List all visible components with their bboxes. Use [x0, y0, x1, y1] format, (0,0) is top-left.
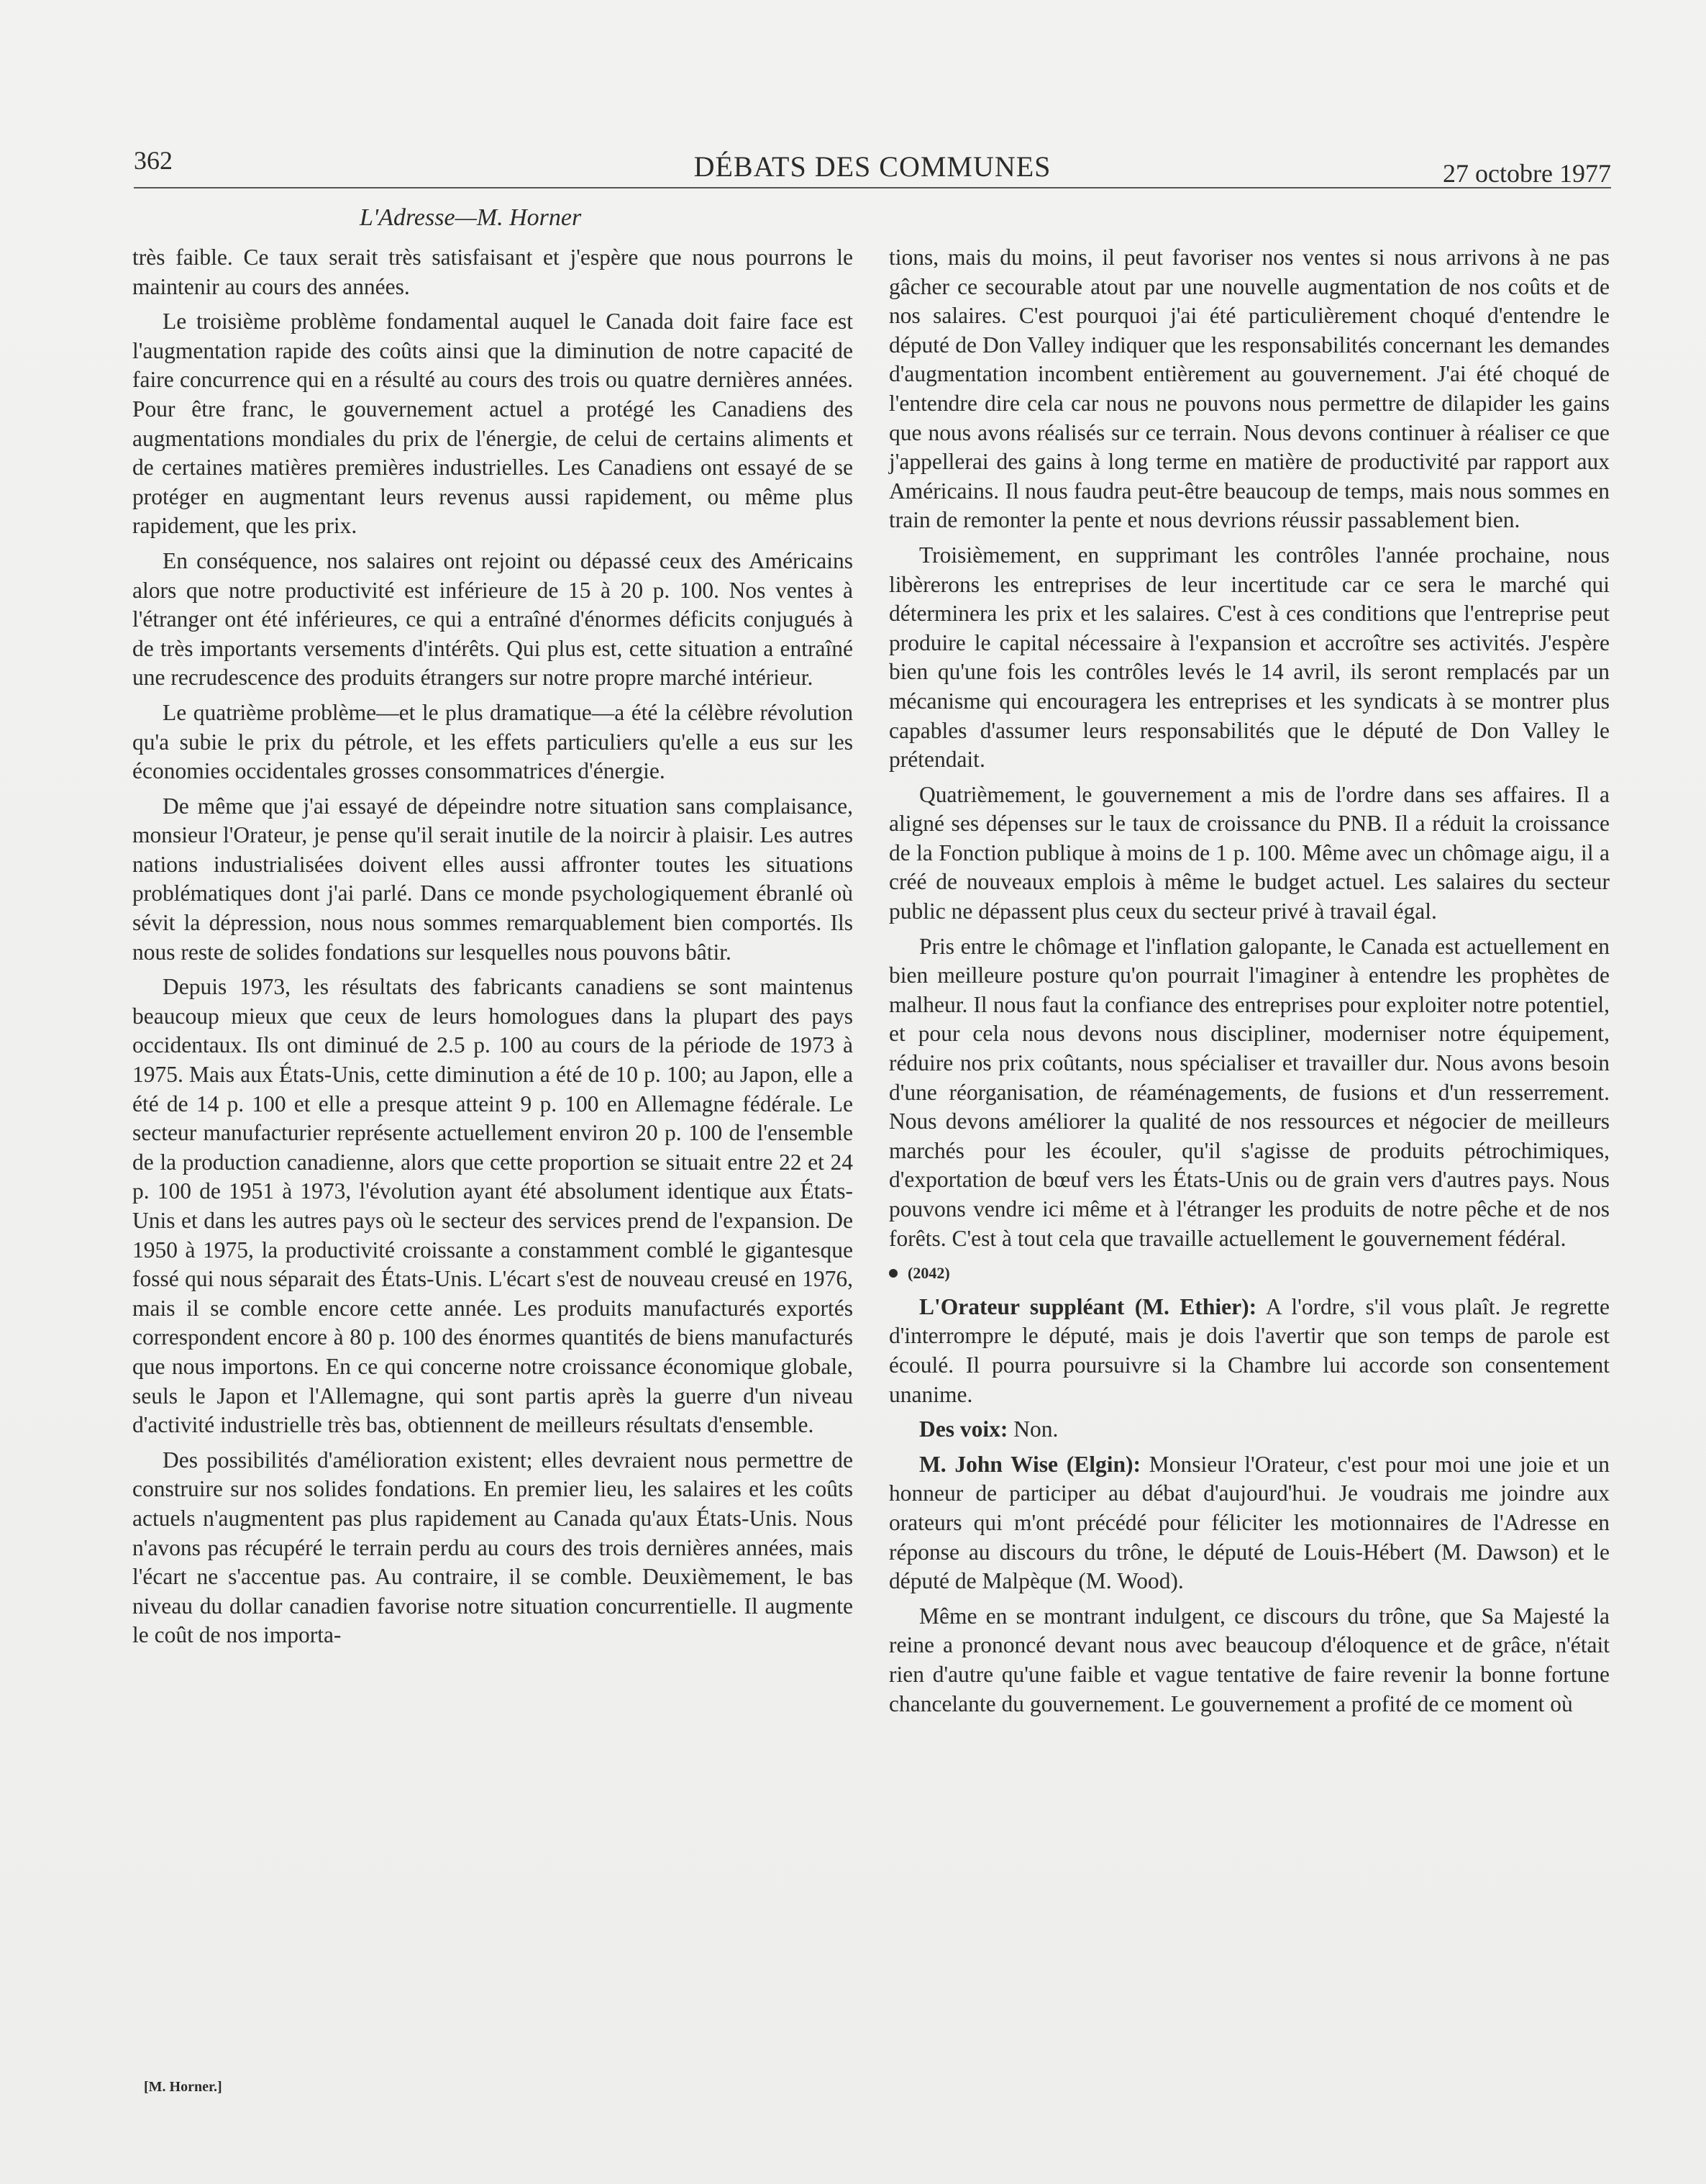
page-number: 362 — [134, 146, 173, 175]
right-column — [889, 243, 1610, 1724]
speech-paragraph — [889, 1293, 1610, 1409]
bullet-icon — [889, 1269, 898, 1278]
speaker-name: M. John Wise (Elgin): — [919, 1451, 1141, 1477]
page-header — [134, 144, 1611, 188]
paragraph: Depuis 1973, les résultats des fabricants canadiens se sont maintenus beaucoup mieux que ceux de leurs homologues dans la plupart des pays occidentaux. Ils ont diminué de 2.5 p. 100 au cours de la période de 1973 à 1975. Mais aux États-Unis, cette diminution a été de 10 p. 100; au Japon, elle a été de 14 p. 100 et elle a presque atteint 9 p. 100 en Allemagne fédérale. Le secteur manufacturier représente actuellement environ 20 p. 100 de l'ensemble de la production canadienne, alors que cette proportion se situait entre 22 et 24 p. 100 de 1951 à 1973, l'évolution ayant été absolument identique aux États-Unis et dans les autres pays où le secteur des services prend de l'expansion. De 1950 à 1975, la productivité croissante a constamment comblé le gigantesque fossé qui nous séparait des États-Unis. L'écart s'est de nouveau creusé en 1976, mais il se comble encore cette année. Les produits manufacturés exportés correspondent encore à 80 p. 100 des énormes quantités de biens manufacturés que nous importons. En ce qui concerne notre croissance économique globale, seuls le Japon et l'Allemagne, qui sont partis après la guerre d'un niveau d'activité industrielle très bas, obtiennent de meilleurs résultats d'ensemble. — [132, 974, 853, 1438]
paragraph: De même que j'ai essayé de dépeindre notre situation sans complaisance, monsieur l'Orateur, je pense qu'il serait inutile de la noircir à plaisir. Les autres nations industrialisées doivent elles aussi affronter toutes les situations problématiques dont j'ai parlé. Dans ce monde psychologiquement ébranlé où sévit la dépression, nous nous sommes remarquablement bien comportés. Ils nous reste de solides fondations sur lesquelles nous pouvons bâtir. — [132, 793, 853, 965]
speech-text: A l'ordre, s'il vous plaît. Je regrette d'interrompre le député, mais je dois l'avertir que son temps de parole est écoulé. Il pourra poursuivre si la Chambre lui accorde son consentement unanime. — [889, 1293, 1610, 1407]
speech-paragraph — [889, 1450, 1610, 1596]
paragraph: Le troisième problème fondamental auquel le Canada doit faire face est l'augmentation rapide des coûts ainsi que la diminution de notre capacité de faire concurrence qui en a résulté au cours des trois ou quatre dernières années. Pour être franc, le gouvernement actuel a protégé les Canadiens des augmentations mondiales du prix de l'énergie, de celui de certains aliments et de certaines matières premières industrielles. Les Canadiens ont essayé de se protéger en augmentant leurs revenus aussi rapidement, ou même plus rapidement, que les prix. — [132, 309, 853, 539]
speaker-name: L'Orateur suppléant (M. Ethier): — [919, 1293, 1257, 1319]
paragraph: très faible. Ce taux serait très satisfaisant et j'espère que nous pourrons le maintenir au cours des années. — [132, 245, 853, 299]
paragraph: tions, mais du moins, il peut favoriser nos ventes si nous arrivons à ne pas gâcher ce secourable atout par une nouvelle augmentation de nos coûts et de nos salaires. C'est pourquoi j'ai été particulièrement choqué d'entendre le député de Don Valley indiquer que les responsabilités concernant les demandes d'augmentation incombent entièrement au gouvernement. J'ai été choqué de l'entendre dire cela car nous ne pouvons nous permettre de dilapider les gains que nous avons réalisés sur ce terrain. Nous devons continuer à réaliser ce que j'appellerai des gains à long terme en matière de productivité par rapport aux Américains. Il nous faudra peut-être beaucoup de temps, mais nous sommes en train de remonter la pente et nous devrions réussir passablement bien. — [889, 245, 1610, 533]
time-marker-label: (2042) — [908, 1264, 950, 1283]
speech-paragraph — [889, 1415, 1610, 1444]
journal-title: DÉBATS DES COMMUNES — [693, 150, 1052, 183]
speaker-footer-note: [M. Horner.] — [144, 2079, 222, 2095]
running-head: L'Adresse—M. Horner — [360, 204, 582, 231]
issue-date: 27 octobre 1977 — [1443, 159, 1611, 188]
paragraph: Même en se montrant indulgent, ce discours du trône, que Sa Majesté la reine a prononcé devant nous avec beaucoup d'éloquence et de grâce, n'était rien d'autre qu'une faible et vague tentative de faire revenir la bonne fortune chancelante du gouvernement. Le gouvernement a profité de ce moment où — [889, 1603, 1610, 1716]
paragraph: Le quatrième problème—et le plus dramatique—a été la célèbre révolution qu'a subie le prix du pétrole, et les effets particuliers qu'elle a eus sur les économies occidentales grosses consommatrices d'énergie. — [132, 699, 853, 784]
left-column — [132, 243, 853, 1656]
time-marker — [889, 1259, 1610, 1288]
speech-text: Non. — [1008, 1416, 1059, 1442]
paragraph: Troisièmement, en supprimant les contrôles l'année prochaine, nous libèrerons les entreprises de leur incertitude car ce sera le marché qui déterminera les prix et les salaires. C'est à ces conditions que l'entreprise peut produire le capital nécessaire à l'expansion et accroître ses activités. J'espère bien qu'une fois les contrôles levés le 14 avril, ils seront remplacés par un mécanisme qui encouragera les entreprises et les syndicats à se montrer plus capables d'assumer leurs responsabilités que le député de Don Valley le prétendait. — [889, 542, 1610, 773]
paragraph: Des possibilités d'amélioration existent; elles devraient nous permettre de construire sur nos solides fondations. En premier lieu, les salaires et les coûts actuels n'augmentent pas plus rapidement au Canada qu'aux États-Unis. Nous n'avons pas récupéré le terrain perdu au cours des trois dernières années, mais l'écart ne s'accentue pas. Au contraire, il se comble. Deuxièmement, le bas niveau du dollar canadien favorise notre situation concurrentielle. Il augmente le coût de nos importa- — [132, 1447, 853, 1648]
paragraph: En conséquence, nos salaires ont rejoint ou dépassé ceux des Américains alors que notre productivité est inférieure de 15 à 20 p. 100. Nos ventes à l'étranger ont été inférieures, ce qui a entraîné d'énormes déficits conjugués à de très importants versements d'intérêts. Qui plus est, cette situation a entraîné une recrudescence des produits étrangers sur notre propre marché intérieur. — [132, 547, 853, 691]
speech-text: Monsieur l'Orateur, c'est pour moi une joie et un honneur de participer au débat d'aujourd'hui. Je voudrais me joindre aux orateurs qui m'ont précédé pour féliciter les motionnaires de l'Adresse en réponse au discours du trône, le député de Louis-Hébert (M. Dawson) et le député de Malpèque (M. Wood). — [889, 1451, 1610, 1594]
speaker-name: Des voix: — [919, 1416, 1008, 1442]
paragraph: Pris entre le chômage et l'inflation galopante, le Canada est actuellement en bien meilleure posture qu'on pourrait l'imaginer à entendre les prophètes de malheur. Il nous faut la confiance des entreprises pour exploiter notre potentiel, et pour cela nous devons nous discipliner, moderniser notre équipement, réduire nos prix coûtants, nous spécialiser et travailler dur. Nous avons besoin d'une réorganisation, de réaménagements, de fusions et d'un resserrement. Nous devons améliorer la qualité de nos ressources et négocier de meilleurs marchés pour les écouler, qu'il s'agisse de produits pétrochimiques, d'exportation de bœuf vers les États-Unis ou de grain vers d'autres pays. Nous pouvons vendre ici même et à l'étranger les produits de notre pêche et de nos forêts. C'est à tout cela que travaille actuellement le gouvernement fédéral. — [889, 933, 1610, 1251]
paragraph: Quatrièmement, le gouvernement a mis de l'ordre dans ses affaires. Il a aligné ses dépenses sur le taux de croissance du PNB. Il a réduit la croissance de la Fonction publique à moins de 1 p. 100. Même avec un chômage aigu, il a créé de nouveaux emplois à même le budget actuel. Les salaires du secteur public ne dépassent plus ceux du secteur privé à travail égal. — [889, 781, 1610, 924]
